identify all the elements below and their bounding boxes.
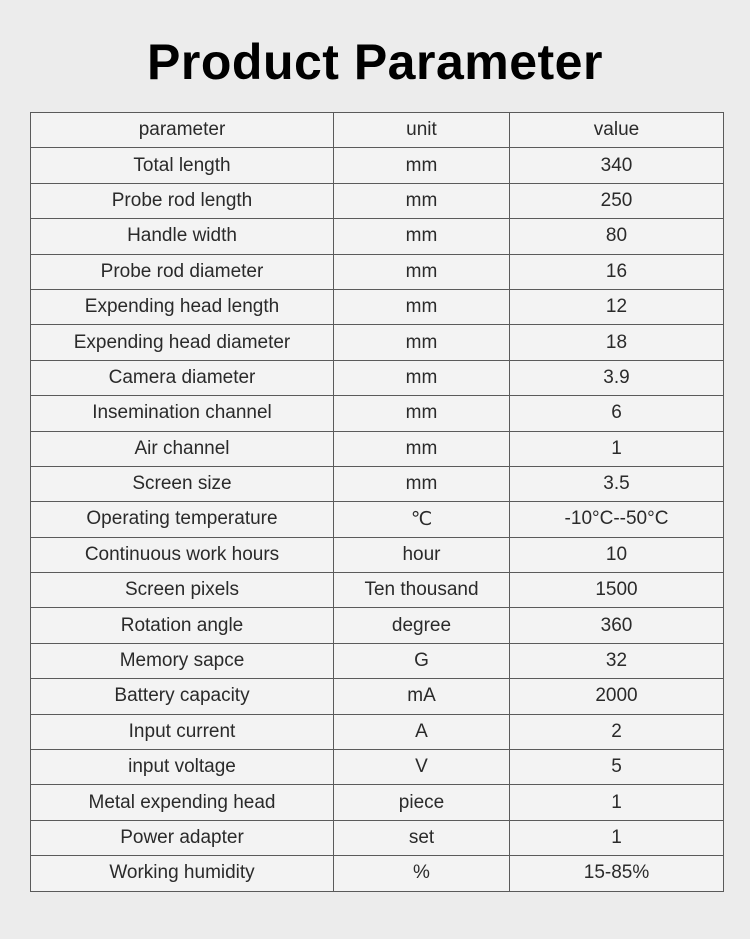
- value-cell: 340: [510, 148, 724, 183]
- parameter-cell: Metal expending head: [31, 785, 334, 820]
- value-cell: 2: [510, 714, 724, 749]
- table-row: [31, 714, 724, 749]
- parameter-cell: Probe rod diameter: [31, 254, 334, 289]
- parameter-cell: input voltage: [31, 750, 334, 785]
- parameter-cell: Screen pixels: [31, 573, 334, 608]
- unit-cell: mA: [334, 679, 510, 714]
- unit-cell: Ten thousand: [334, 573, 510, 608]
- parameter-cell: Rotation angle: [31, 608, 334, 643]
- value-cell: 1: [510, 785, 724, 820]
- value-cell: 80: [510, 219, 724, 254]
- value-cell: 18: [510, 325, 724, 360]
- table-row: [31, 573, 724, 608]
- table-row: [31, 431, 724, 466]
- table-row: [31, 289, 724, 324]
- value-cell: 360: [510, 608, 724, 643]
- table-row: [31, 502, 724, 537]
- unit-cell: A: [334, 714, 510, 749]
- table-row: [31, 537, 724, 572]
- value-cell: 32: [510, 643, 724, 678]
- value-cell: 10: [510, 537, 724, 572]
- unit-cell: G: [334, 643, 510, 678]
- unit-cell: V: [334, 750, 510, 785]
- parameter-cell: Camera diameter: [31, 360, 334, 395]
- parameter-cell: Memory sapce: [31, 643, 334, 678]
- table-header-row: [31, 113, 724, 148]
- parameter-cell: Screen size: [31, 466, 334, 501]
- parameter-cell: Operating temperature: [31, 502, 334, 537]
- parameter-cell: Air channel: [31, 431, 334, 466]
- value-cell: 16: [510, 254, 724, 289]
- parameter-cell: Expending head diameter: [31, 325, 334, 360]
- unit-cell: mm: [334, 219, 510, 254]
- parameter-cell: Insemination channel: [31, 396, 334, 431]
- unit-cell: mm: [334, 148, 510, 183]
- table-row: [31, 466, 724, 501]
- table-row: [31, 148, 724, 183]
- unit-cell: degree: [334, 608, 510, 643]
- unit-cell: mm: [334, 360, 510, 395]
- parameter-cell: Battery capacity: [31, 679, 334, 714]
- parameter-cell: Expending head length: [31, 289, 334, 324]
- value-cell: 3.5: [510, 466, 724, 501]
- table-body: [31, 148, 724, 891]
- value-cell: 5: [510, 750, 724, 785]
- unit-cell: set: [334, 820, 510, 855]
- unit-cell: mm: [334, 396, 510, 431]
- value-cell: 1: [510, 820, 724, 855]
- unit-cell: mm: [334, 466, 510, 501]
- value-cell: 6: [510, 396, 724, 431]
- value-cell: 15-85%: [510, 856, 724, 891]
- column-header-unit: unit: [334, 113, 510, 148]
- table-row: [31, 856, 724, 891]
- parameter-cell: Total length: [31, 148, 334, 183]
- parameter-cell: Handle width: [31, 219, 334, 254]
- table-row: [31, 820, 724, 855]
- table-row: [31, 679, 724, 714]
- unit-cell: mm: [334, 183, 510, 218]
- table-row: [31, 183, 724, 218]
- table-row: [31, 219, 724, 254]
- unit-cell: mm: [334, 325, 510, 360]
- unit-cell: mm: [334, 289, 510, 324]
- parameter-cell: Probe rod length: [31, 183, 334, 218]
- column-header-parameter: parameter: [31, 113, 334, 148]
- value-cell: -10°C--50°C: [510, 502, 724, 537]
- table-row: [31, 396, 724, 431]
- value-cell: 250: [510, 183, 724, 218]
- parameter-cell: Continuous work hours: [31, 537, 334, 572]
- unit-cell: mm: [334, 431, 510, 466]
- parameter-table: [30, 112, 724, 892]
- table-row: [31, 643, 724, 678]
- table-row: [31, 608, 724, 643]
- unit-cell: mm: [334, 254, 510, 289]
- unit-cell: ℃: [334, 502, 510, 537]
- value-cell: 2000: [510, 679, 724, 714]
- parameter-cell: Working humidity: [31, 856, 334, 891]
- column-header-value: value: [510, 113, 724, 148]
- value-cell: 1500: [510, 573, 724, 608]
- parameter-cell: Power adapter: [31, 820, 334, 855]
- value-cell: 12: [510, 289, 724, 324]
- parameter-cell: Input current: [31, 714, 334, 749]
- table-row: [31, 785, 724, 820]
- unit-cell: hour: [334, 537, 510, 572]
- value-cell: 3.9: [510, 360, 724, 395]
- table-row: [31, 325, 724, 360]
- page-title: Product Parameter: [147, 34, 603, 90]
- table-row: [31, 750, 724, 785]
- table-row: [31, 254, 724, 289]
- table-row: [31, 360, 724, 395]
- unit-cell: piece: [334, 785, 510, 820]
- value-cell: 1: [510, 431, 724, 466]
- unit-cell: %: [334, 856, 510, 891]
